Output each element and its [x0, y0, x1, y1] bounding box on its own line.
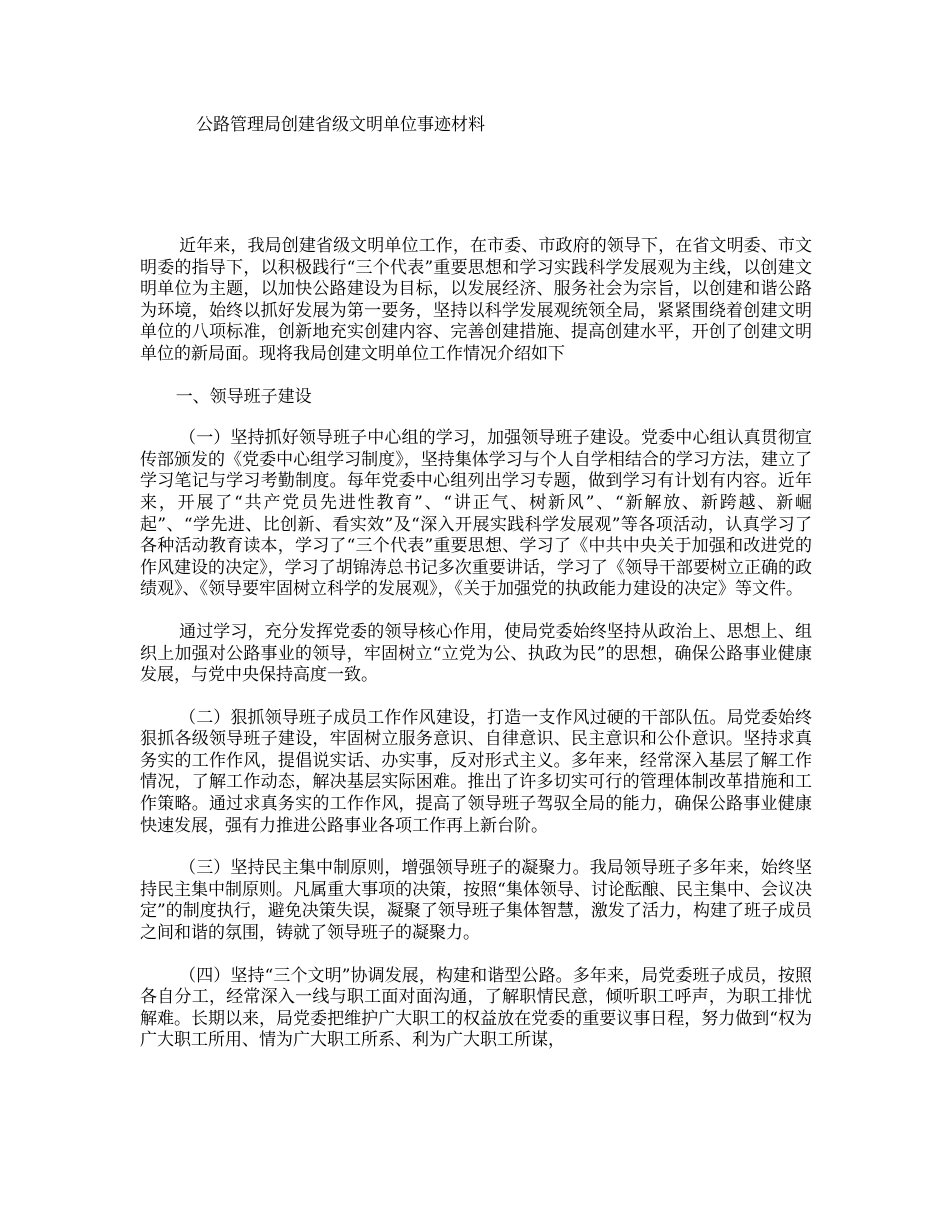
paragraph-study-result: 通过学习，充分发挥党委的领导核心作用，使局党委始终坚持从政治上、思想上、组织上加强对公路事业的领导，牢固树立“立党为公、执政为民”的思想，确保公路事业健康发展，与党中央保持高度一致。: [140, 621, 812, 686]
paragraph-intro: 近年来，我局创建省级文明单位工作，在市委、市政府的领导下，在省文明委、市文明委的指导下，以积极践行“三个代表”重要思想和学习实践科学发展观为主线，以创建文明单位为主题，以加快公路建设为目标，以发展经济、服务社会为宗旨，以创建和谐公路为环境，始终以抓好发展为第一要务，坚持以科学发展观统领全局，紧紧围绕着创建文明单位的八项标准，创新地充实创建内容、完善创建措施、提高创建水平，开创了创建文明单位的新局面。现将我局创建文明单位工作情况介绍如下: [140, 236, 812, 364]
section-heading-leadership: 一、领导班子建设: [175, 386, 312, 407]
paragraph-item-1: （一）坚持抓好领导班子中心组的学习，加强领导班子建设。党委中心组认真贯彻宣传部颁发的《党委中心组学习制度》，坚持集体学习与个人自学相结合的学习方法，建立了学习笔记与学习考勤制度。每年党委中心组列出学习专题，做到学习有计划有内容。近年来，开展了“共产党员先进性教育”、“讲正气、树新风”、“新解放、新跨越、新崛起”、“学先进、比创新、看实效”及“深入开展实践科学发展观”等各项活动，认真学习了各种活动教育读本，学习了“三个代表”重要思想、学习了《中共中央关于加强和改进党的作风建设的决定》，学习了胡锦涛总书记多次重要讲话，学习了《领导干部要树立正确的政绩观》、《领导要牢固树立科学的发展观》，《关于加强党的执政能力建设的决定》等文件。: [140, 428, 812, 600]
paragraph-item-4: （四）坚持“三个文明”协调发展，构建和谐型公路。多年来，局党委班子成员，按照各自分工，经常深入一线与职工面对面沟通，了解职情民意，倾听职工呼声，为职工排忧解难。长期以来，局党委把维护广大职工的权益放在党委的重要议事日程，努力做到“权为广大职工所用、情为广大职工所系、利为广大职工所谋，: [140, 965, 812, 1051]
paragraph-item-2: （二）狠抓领导班子成员工作作风建设，打造一支作风过硬的干部队伍。局党委始终狠抓各级领导班子建设，牢固树立服务意识、自律意识、民主意识和公仆意识。坚持求真务实的工作作风，提倡说实话、办实事，反对形式主义。多年来，经常深入基层了解工作情况，了解工作动态，解决基层实际困难。推出了许多切实可行的管理体制改革措施和工作策略。通过求真务实的工作作风，提高了领导班子驾驭全局的能力，确保公路事业健康快速发展，强有力推进公路事业各项工作再上新台阶。: [140, 707, 812, 836]
document-body: [140, 236, 812, 1073]
document-title: 公路管理局创建省级文明单位事迹材料: [196, 115, 485, 135]
paragraph-item-3: （三）坚持民主集中制原则，增强领导班子的凝聚力。我局领导班子多年来，始终坚持民主集中制原则。凡属重大事项的决策，按照“集体领导、讨论酝酿、民主集中、会议决定”的制度执行，避免决策失误，凝聚了领导班子集体智慧，激发了活力，构建了班子成员之间和谐的氛围，铸就了领导班子的凝聚力。: [140, 858, 812, 944]
